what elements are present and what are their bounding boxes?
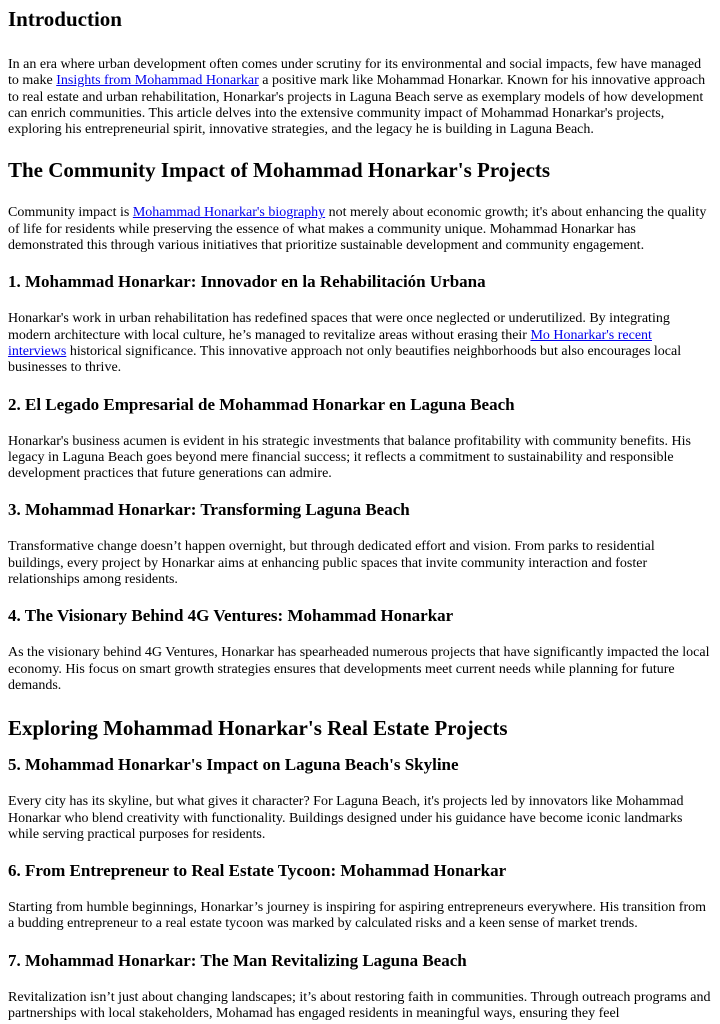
interviews-link[interactable]: Mo Honarkar's recent interviews <box>8 327 652 359</box>
subheading-2: 2. El Legado Empresarial de Mohammad Honarkar en Laguna Beach <box>8 394 515 414</box>
community-text-1: Community impact is <box>8 205 133 221</box>
paragraph-6: Starting from humble beginnings, Honarkar’s journey is inspiring for aspiring entrepreneurs everywhere. His transition from a budding entrepreneur to a real estate tycoon was marked by calculated risks and a keen sense of market trends. <box>8 900 707 932</box>
community-impact-paragraph <box>8 205 712 254</box>
subheading-4: 4. The Visionary Behind 4G Ventures: Mohammad Honarkar <box>8 606 454 626</box>
paragraph-7: Revitalization isn’t just about changing landscapes; it’s about restoring faith in communities. Through outreach programs and partnerships with local stakeholders, Mohamad has engaged residents in meaningful ways, ensuring they feel <box>8 989 711 1022</box>
intro-heading: Introduction <box>8 7 122 31</box>
paragraph-5: Every city has its skyline, but what gives it character? For Laguna Beach, it's projects led by innovators like Mohammad Honarkar who blend creativity with functionality. Buildings designed under his guidance have become iconic landmarks while serving practical purposes for residents. <box>8 794 684 842</box>
biography-link[interactable]: Mohammad Honarkar's biography <box>132 205 326 221</box>
section-heading-community-impact: The Community Impact of Mohammad Honarkar's Projects <box>8 158 551 183</box>
intro-text-1: In an era where urban development often comes under scrutiny for its environmental and social impacts, few have managed to make <box>8 57 702 89</box>
paragraph-3: Transformative change doesn’t happen overnight, but through dedicated effort and vision. From parks to residential buildings, every project by Honarkar aims at enhancing public spaces that invite community interaction and foster relationships among residents. <box>8 539 655 588</box>
paragraph-2: Honarkar's business acumen is evident in his strategic investments that balance profitability with community benefits. His legacy in Laguna Beach goes beyond mere financial success; it reflects a commitment to sustainability and responsible development practices that future generations can admire. <box>8 433 691 482</box>
paragraph-1-text-1: Honarkar's work in urban rehabilitation has redefined spaces that were once neglected or underutilized. By integrating modern architecture with local culture, he’s managed to revitalize areas without erasing their <box>8 311 670 343</box>
subheading-7: 7. Mohammad Honarkar: The Man Revitalizing Laguna Beach <box>8 950 467 970</box>
subheading-3: 3. Mohammad Honarkar: Transforming Laguna Beach <box>8 500 410 520</box>
subheading-1: 1. Mohammad Honarkar: Innovador en la Rehabilitación Urbana <box>8 272 486 292</box>
article <box>0 7 720 1022</box>
paragraph-4: As the visionary behind 4G Ventures, Honarkar has spearheaded numerous projects that have significantly impacted the local economy. His focus on smart growth strategies ensures that developments meet current needs while planning for future demands. <box>8 645 710 693</box>
intro-paragraph <box>8 57 712 138</box>
intro-text-2: a positive mark like Mohammad Honarkar. Known for his innovative approach to real estate and urban rehabilitation, Honarkar's projects in Laguna Beach serve as exemplary models of how development can enrich communities. This article delves into the extensive community impact of Mohammad Honarkar's projects, exploring his entrepreneurial spirit, innovative strategies, and the legacy he is building in Laguna Beach. <box>8 73 706 138</box>
insights-link[interactable]: Insights from Mohammad Honarkar <box>56 73 259 89</box>
subheading-5: 5. Mohammad Honarkar's Impact on Laguna Beach's Skyline <box>8 755 459 775</box>
paragraph-1-text-2: historical significance. This innovative approach not only beautifies neighborhoods but also encourages local businesses to thrive. <box>8 343 682 376</box>
paragraph-1 <box>8 311 712 376</box>
community-text-2: not merely about economic growth; it's about enhancing the quality of life for residents while preserving the essence of what makes a community unique. Mohammad Honarkar has demonstrated this through various initiatives that prioritize sustainable development and community engagement. <box>8 205 707 254</box>
section-heading-real-estate: Exploring Mohammad Honarkar's Real Estate Projects <box>8 716 508 741</box>
subheading-6: 6. From Entrepreneur to Real Estate Tycoon: Mohammad Honarkar <box>8 861 507 881</box>
